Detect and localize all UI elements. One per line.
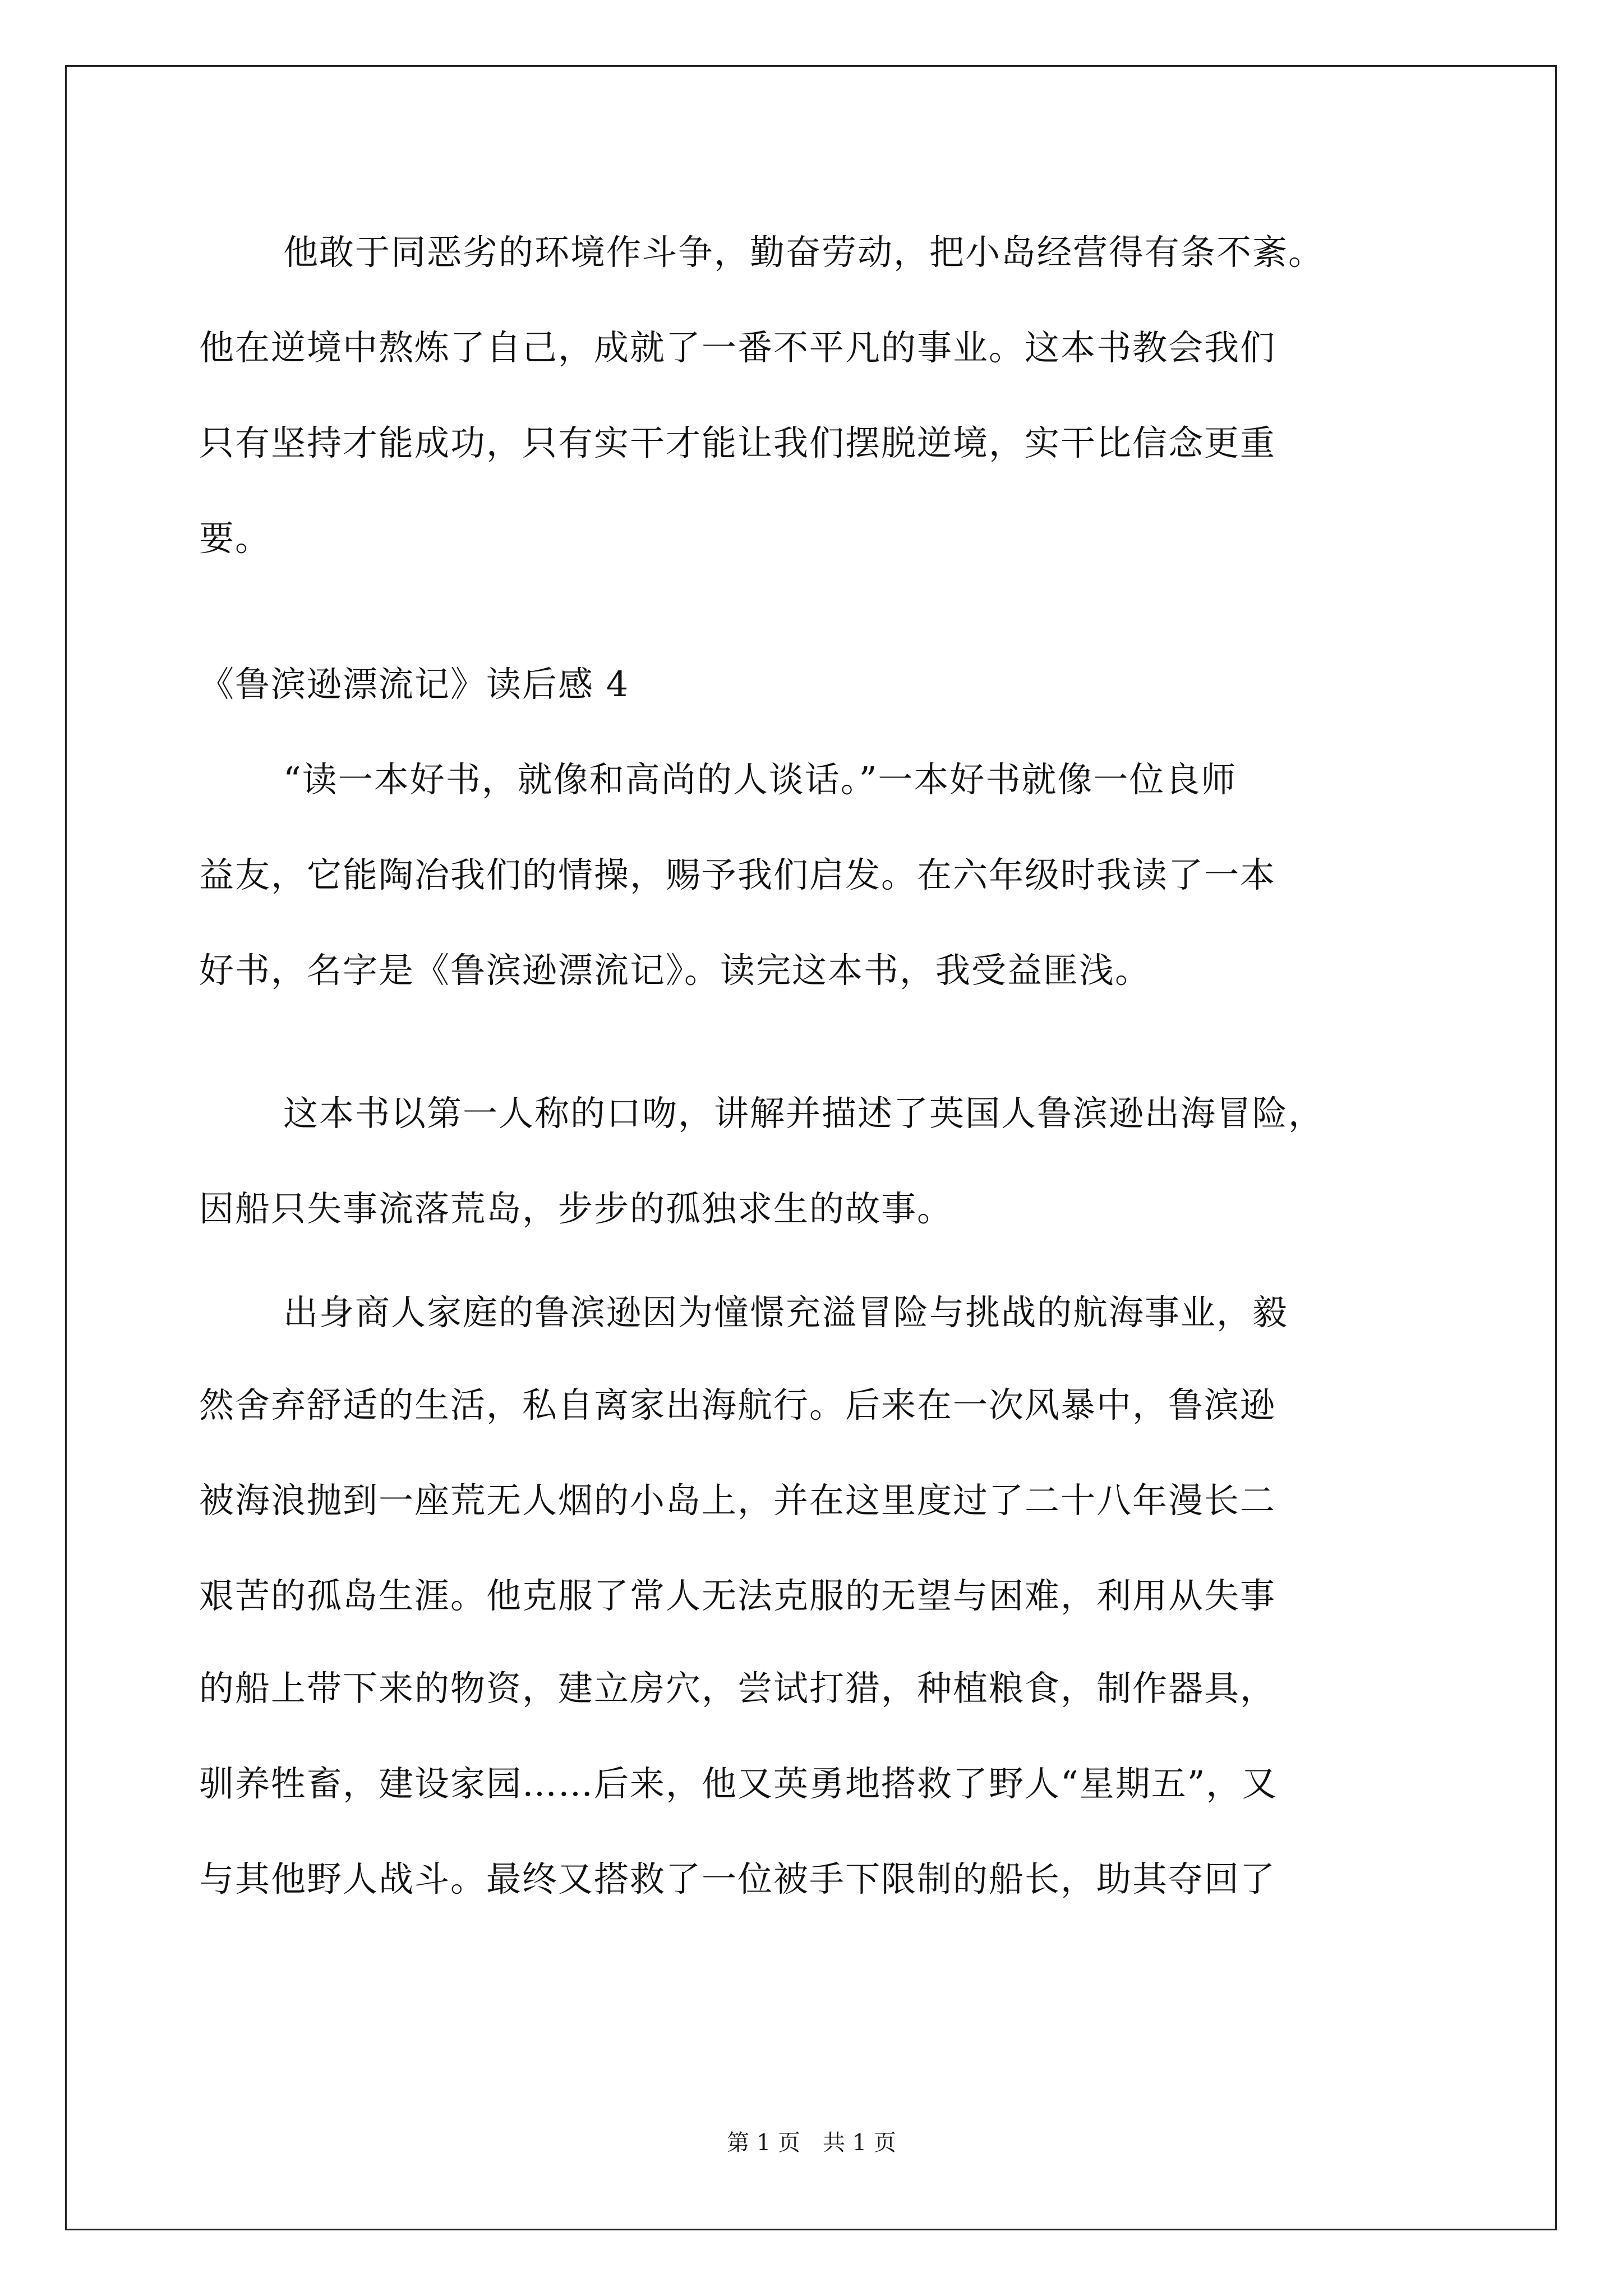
- page-border: [65, 65, 1557, 2230]
- text-line-2: 他在逆境中熬炼了自己，成就了一番不平凡的事业。这本书教会我们: [199, 327, 1276, 368]
- text-line-1: 他敢于同恶劣的环境作斗争，勤奋劳动，把小岛经营得有条不紊。: [283, 232, 1325, 273]
- text-line-15: 的船上带下来的物资，建立房穴，尝试打猎，种植粮食，制作器具，: [199, 1668, 1276, 1709]
- text-line-3: 只有坚持才能成功，只有实干才能让我们摆脱逆境，实干比信念更重: [199, 422, 1276, 463]
- text-line-7: 益友，它能陶冶我们的情操，赐予我们启发。在六年级时我读了一本: [199, 854, 1276, 895]
- text-line-10: 因船只失事流落荒岛，步步的孤独求生的故事。: [199, 1188, 953, 1229]
- text-line-16: 驯养牲畜，建设家园……后来，他又英勇地搭救了野人“星期五”，又: [199, 1763, 1278, 1804]
- text-line-12: 然舍弃舒适的生活，私自离家出海航行。后来在一次风暴中，鲁滨逊: [199, 1384, 1276, 1425]
- text-line-6: “读一本好书，就像和高尚的人谈话。”一本好书就像一位良师: [283, 759, 1237, 800]
- text-line-9: 这本书以第一人称的口吻，讲解并描述了英国人鲁滨逊出海冒险，: [283, 1093, 1325, 1134]
- page-footer: 第 1 页 共 1 页: [727, 2130, 896, 2156]
- text-line-17: 与其他野人战斗。最终又搭救了一位被手下限制的船长，助其夺回了: [199, 1858, 1276, 1899]
- text-line-14: 艰苦的孤岛生涯。他克服了常人无法克服的无望与困难，利用从失事: [199, 1575, 1276, 1616]
- section-heading: 《鲁滨逊漂流记》读后感 4: [199, 664, 630, 705]
- text-line-4: 要。: [199, 518, 271, 559]
- text-line-11: 出身商人家庭的鲁滨逊因为憧憬充溢冒险与挑战的航海事业，毅: [283, 1292, 1289, 1333]
- text-line-13: 被海浪抛到一座荒无人烟的小岛上，并在这里度过了二十八年漫长二: [199, 1480, 1276, 1521]
- text-line-8: 好书，名字是《鲁滨逊漂流记》。读完这本书，我受益匪浅。: [199, 950, 1151, 991]
